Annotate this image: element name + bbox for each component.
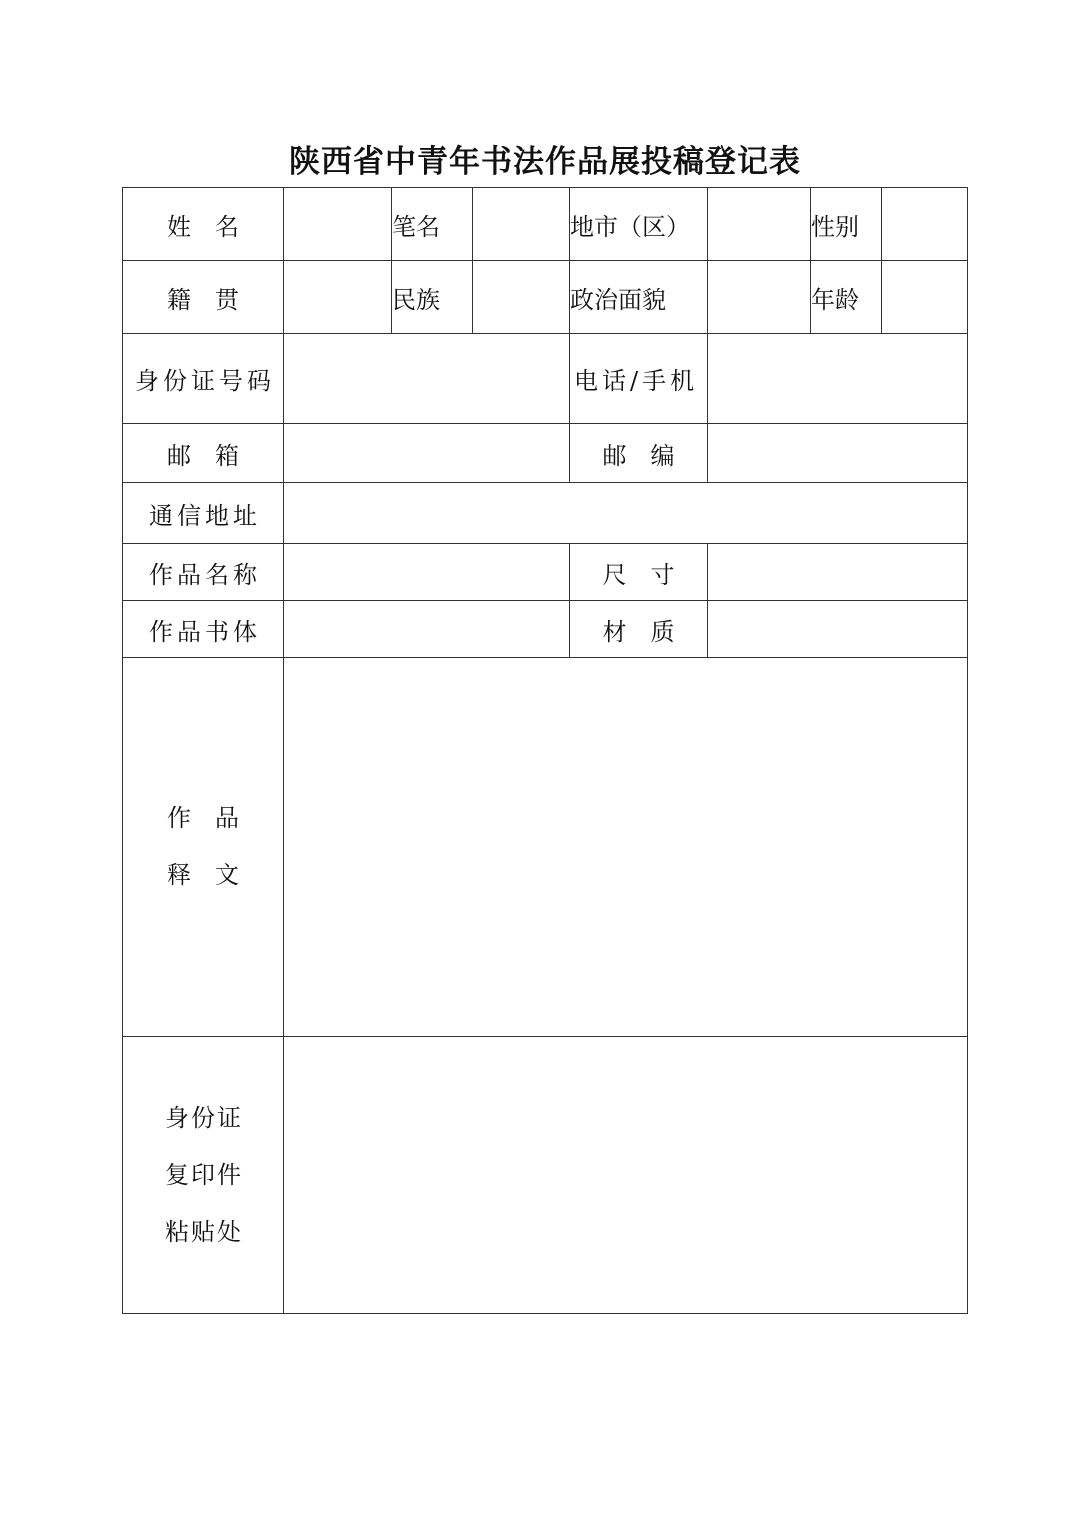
size-field[interactable] (708, 544, 968, 601)
email-field[interactable] (284, 424, 570, 483)
table-row (123, 334, 968, 424)
id-number-label: 身份证号码 (123, 334, 284, 424)
address-label: 通信地址 (123, 483, 284, 544)
ethnicity-label: 民族 (392, 261, 473, 334)
email-label: 邮箱 (123, 424, 284, 483)
work-text-label-line1: 作品 (167, 804, 263, 832)
registration-form-table (122, 187, 968, 1314)
gender-field[interactable] (882, 188, 968, 261)
city-district-field[interactable] (708, 188, 811, 261)
political-status-field[interactable] (708, 261, 811, 334)
postcode-label: 邮编 (570, 424, 708, 483)
native-place-field[interactable] (284, 261, 392, 334)
city-district-label: 地市（区） (570, 188, 708, 261)
pen-name-label: 笔名 (392, 188, 473, 261)
id-copy-label-line3: 粘贴处 (165, 1217, 243, 1246)
age-field[interactable] (882, 261, 968, 334)
address-field[interactable] (284, 483, 968, 544)
name-field[interactable] (284, 188, 392, 261)
id-copy-paste-area[interactable] (284, 1037, 968, 1314)
id-copy-label (123, 1037, 284, 1314)
ethnicity-field[interactable] (473, 261, 570, 334)
work-text-label (123, 658, 284, 1037)
material-label: 材质 (570, 601, 708, 658)
phone-field[interactable] (708, 334, 968, 424)
name-label: 姓名 (123, 188, 284, 261)
political-status-label: 政治面貌 (570, 261, 708, 334)
table-row (123, 483, 968, 544)
material-field[interactable] (708, 601, 968, 658)
table-row (123, 658, 968, 1037)
id-copy-label-line1: 身份证 (165, 1103, 243, 1132)
table-row (123, 601, 968, 658)
gender-label: 性别 (811, 188, 882, 261)
pen-name-field[interactable] (473, 188, 570, 261)
table-row (123, 188, 968, 261)
work-title-field[interactable] (284, 544, 570, 601)
id-copy-label-line2: 复印件 (165, 1160, 243, 1189)
table-row (123, 544, 968, 601)
form-title: 陕西省中青年书法作品展投稿登记表 (289, 144, 801, 180)
table-row (123, 1037, 968, 1314)
native-place-label: 籍贯 (123, 261, 284, 334)
work-text-label-line2: 释文 (167, 861, 263, 889)
work-text-field[interactable] (284, 658, 968, 1037)
size-label: 尺寸 (570, 544, 708, 601)
age-label: 年龄 (811, 261, 882, 334)
postcode-field[interactable] (708, 424, 968, 483)
phone-label: 电话/手机 (570, 334, 708, 424)
table-row (123, 261, 968, 334)
id-number-field[interactable] (284, 334, 570, 424)
script-style-field[interactable] (284, 601, 570, 658)
work-title-label: 作品名称 (123, 544, 284, 601)
table-row (123, 424, 968, 483)
script-style-label: 作品书体 (123, 601, 284, 658)
